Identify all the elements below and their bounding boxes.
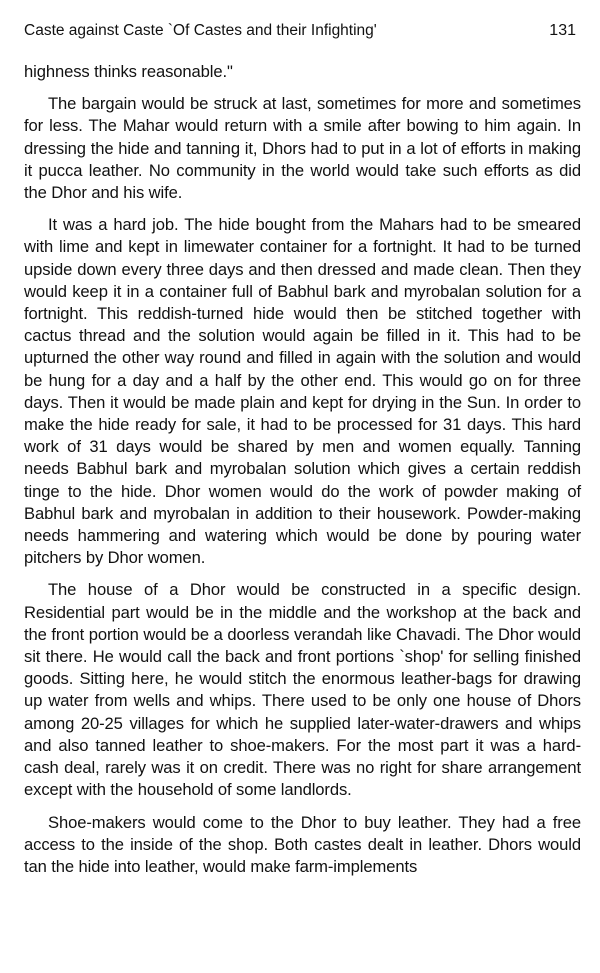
paragraph-continued: highness thinks reasonable.": [24, 62, 233, 81]
chapter-title: Caste against Caste `Of Castes and their Infighting': [24, 22, 377, 39]
page-number: 131: [549, 22, 576, 39]
paragraph-house: The house of a Dhor would be constructed in a specific design. Residential part would be in the middle and the workshop at the back and the front portion would be a doorless verandah like Chavadi. The Dhor would sit there. He would call the back and front portions `shop' for selling finished goods. Sitting here, he would stitch the enormous leather-bags for drawing up water from wells and whips. There used to be only one house of Dhors among 20-25 villages for which he supplied later-water-drawers and whips and also tanned leather to shoe-makers. For the most part it was a hard-cash deal, rarely was it on credit. There was no right for share arrangement except with the household of some landlords.: [24, 580, 581, 800]
running-header: [24, 20, 576, 42]
body-text: [24, 61, 581, 888]
paragraph-tanning: It was a hard job. The hide bought from the Mahars had to be smeared with lime and kept in limewater container for a fortnight. It had to be turned upside down every three days and then dressed and made clean. Then they would keep it in a container full of Babhul bark and myrobalan solution for a fortnight. This reddish-turned hide would then be stitched together with cactus thread and the solution would again be filled in it. This had to be upturned the other way round and filled in again with the solution and would be hung for a day and a half by the other end. This would go on for three days. Then it would be made plain and kept for drying in the Sun. In order to make the hide ready for sale, it had to be processed for 31 days. This hard work of 31 days would be shared by men and women equally. Tanning needs Babhul bark and myrobalan solution which gives a certain reddish tinge to the hide. Dhor women would do the work of powder making of Babhul bark and myrobalan in addition to their housework. Powder-making needs hammering and watering which would be done by pouring water pitchers by Dhor women.: [24, 215, 581, 568]
paragraph-bargain: The bargain would be struck at last, sometimes for more and sometimes for less. The Mahar would return with a smile after bowing to him again. In dressing the hide and tanning it, Dhors had to put in a lot of efforts in making it pucca leather. No community in the world would take such efforts as did the Dhor and his wife.: [24, 94, 581, 203]
paragraph-shoe-makers: Shoe-makers would come to the Dhor to buy leather. They had a free access to the inside of the shop. Both castes dealt in leather. Dhors would tan the hide into leather, would make farm-implements: [24, 812, 581, 876]
